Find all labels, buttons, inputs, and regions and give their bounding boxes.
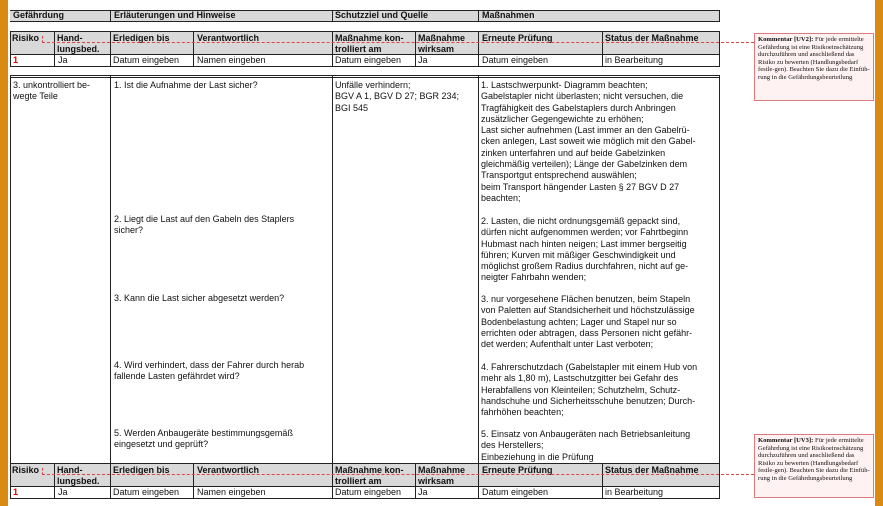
question-2: 2. Liegt die Last auf den Gabeln des Staplers sicher? <box>114 214 295 236</box>
question-4: 4. Wird verhindert, dass der Fahrer durch herab fallende Lasten gefährdet wird? <box>114 360 305 382</box>
col-massnahme-wirksam: Maßnahme wirksam <box>418 33 466 55</box>
status-value[interactable]: in Bearbeitung <box>605 487 664 497</box>
col-handlungsbed: Hand- lungsbed. <box>57 465 100 487</box>
comment-balloon-uv2[interactable] <box>754 33 874 101</box>
comment-author: Kommentar [UV2]: <box>758 36 814 43</box>
handlungsbed-value[interactable]: Ja <box>58 55 68 65</box>
col-massnahme-kontrolliert: Maßnahme kon- trolliert am <box>335 33 404 55</box>
comment-balloon-uv3[interactable] <box>754 434 874 498</box>
hazard-title: 3. unkontrolliert be- wegte Teile <box>13 80 91 102</box>
handlungsbed-value[interactable]: Ja <box>58 487 68 497</box>
comment-author: Kommentar [UV3]: <box>758 437 814 444</box>
risk-value[interactable]: 1 <box>13 55 19 65</box>
comment-anchor-line-2 <box>42 474 754 475</box>
col-status: Status der Maßnahme <box>605 465 699 475</box>
measure-4: 4. Fahrerschutzdach (Gabelstapler mit einem Hub von mehr als 1,80 m), Lastschutzgitter bei Gefahr des Herabfallens von Kleinteilen; Schutzhelm, Schutz- handschuhe und Sicherheitsschuhe benutzen; Durch- fahrhöhen beachten; <box>481 362 698 418</box>
col-erneute-pruefung: Erneute Prüfung <box>482 465 553 475</box>
question-5: 5. Werden Anbaugeräte bestimmungsgemäß eingesetzt und geprüft? <box>114 428 293 450</box>
header-schutzziel: Schutzziel und Quelle <box>335 10 429 20</box>
col-erledigen: Erledigen bis <box>113 465 170 475</box>
wirksam-value[interactable]: Ja <box>418 55 428 65</box>
risk-value[interactable]: 1 <box>13 487 19 497</box>
question-1: 1. Ist die Aufnahme der Last sicher? <box>114 80 258 90</box>
measure-2: 2. Lasten, die nicht ordnungsgemäß gepackt sind, dürfen nicht aufgenommen werden; vor Fahrtbeginn Hubmast nach hinten neigen; Last immer bergseitig führen; Kurven mit mäßiger Geschwindigkeit und möglichst großem Radius durchfahren, nicht auf ge- neigter Fahrbahn wenden; <box>481 216 689 283</box>
comment-anchor-mark-1 <box>42 36 43 43</box>
erledigen-date-field[interactable]: Datum eingeben <box>113 55 180 65</box>
verantwortlich-name-field[interactable]: Namen eingeben <box>197 487 266 497</box>
kontrolliert-date-field[interactable]: Datum eingeben <box>335 487 402 497</box>
erneute-date-field[interactable]: Datum eingeben <box>482 487 549 497</box>
col-status: Status der Maßnahme <box>605 33 699 43</box>
header-massnahmen: Maßnahmen <box>482 10 535 20</box>
col-verantwortlich: Verantwortlich <box>197 33 260 43</box>
comment-text: Für jede ermittelte Gefährdung ist eine Risikoeinschätzung durchzuführen und anschließend das Risiko zu bewerten (Handlungsbedarf festle-gen). Beachten Sie dazu die Einfüh-rung in die Gefährdungsbeurteilung <box>758 36 870 81</box>
status-value[interactable]: in Bearbeitung <box>605 55 664 65</box>
wirksam-value[interactable]: Ja <box>418 487 428 497</box>
header-erlaeuterungen: Erläuterungen und Hinweise <box>114 10 236 20</box>
header-gefaehrdung: Gefährdung <box>13 10 64 20</box>
col-handlungsbed: Hand- lungsbed. <box>57 33 100 55</box>
document-page <box>8 0 875 506</box>
col-risiko: Risiko <box>12 33 40 43</box>
col-erledigen: Erledigen bis <box>113 33 170 43</box>
question-3: 3. Kann die Last sicher abgesetzt werden? <box>114 293 285 303</box>
col-massnahme-kontrolliert: Maßnahme kon- trolliert am <box>335 465 404 487</box>
comment-anchor-line-1 <box>42 42 754 43</box>
source-references: Unfälle verhindern; BGV A 1, BGV D 27; BGR 234; BGI 545 <box>335 80 460 113</box>
measure-3: 3. nur vorgesehene Flächen benutzen, beim Stapeln von Paletten auf Standsicherheit und höchstzulässige Bodenbelastung achten; Lager und Stapel nur so errichten oder abtragen, dass Personen nicht gefähr- det werden; Aufenthalt unter Last verboten; <box>481 294 695 350</box>
col-massnahme-wirksam: Maßnahme wirksam <box>418 465 466 487</box>
erneute-date-field[interactable]: Datum eingeben <box>482 55 549 65</box>
comment-anchor-mark-2 <box>42 468 43 475</box>
erledigen-date-field[interactable]: Datum eingeben <box>113 487 180 497</box>
col-risiko: Risiko <box>12 465 40 475</box>
comment-text: Für jede ermittelte Gefährdung ist eine Risikoeinschätzung durchzuführen und anschließend das Risiko zu bewerten (Handlungsbedarf festle-gen). Beachten Sie dazu die Einfüh-rung in die Gefährdungsbeurteilung <box>758 437 870 482</box>
col-verantwortlich: Verantwortlich <box>197 465 260 475</box>
verantwortlich-name-field[interactable]: Namen eingeben <box>197 55 266 65</box>
kontrolliert-date-field[interactable]: Datum eingeben <box>335 55 402 65</box>
col-erneute-pruefung: Erneute Prüfung <box>482 33 553 43</box>
measure-1: 1. Lastschwerpunkt- Diagramm beachten; Gabelstapler nicht überlasten; nicht versuchen, die Tragfähigkeit des Gabelstaplers durch Anbringen zusätzlicher Gegengewichte zu erhöhen; Last sicher aufnehmen (Last immer an den Gabelrü- cken anlegen, Last soweit wie möglich mit den Gabel- zinken unterfahren und auf beide Gabelzinken gleichmäßig verteilen); Länge der Gabelzinken dem Transportgut entsprechend auswählen; beim Transport hängender Lasten § 27 BGV D 27 beachten; <box>481 80 696 203</box>
measure-5: 5. Einsatz von Anbaugeräten nach Betriebsanleitung des Herstellers; Einbeziehung in die Prüfung <box>481 429 691 462</box>
